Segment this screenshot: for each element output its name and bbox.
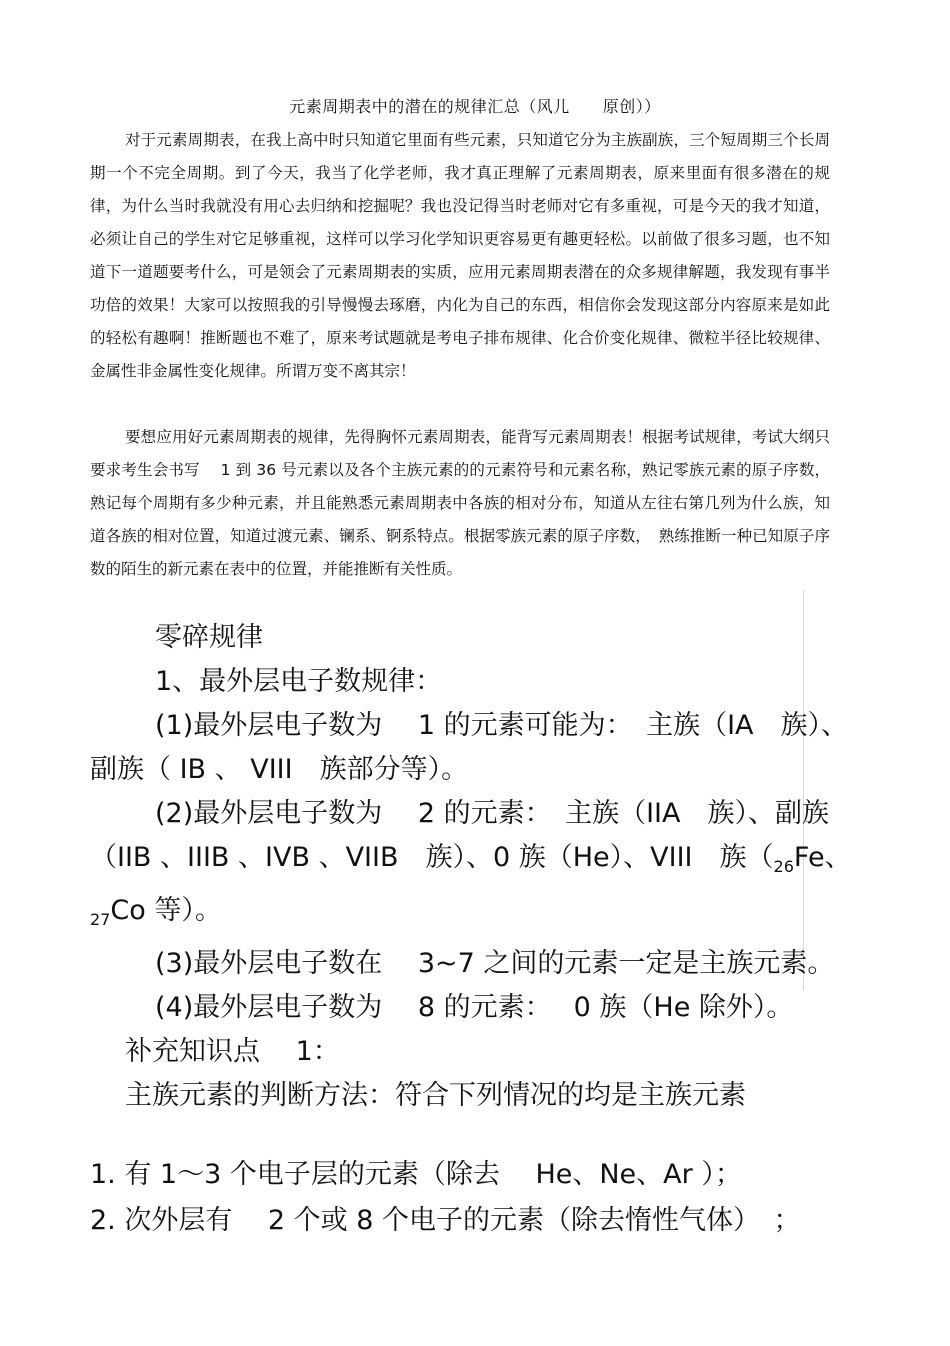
main-group-criteria-list [90,1152,870,1244]
rule-1-item-1: (1)最外层电子数为 1 的元素可能为： 主族（IA 族）、副族（ IB 、 VIII 族部分等）。 [90,710,849,785]
section-heading: 零碎规律 [155,622,263,653]
criteria-item-1: 1. 有 1～3 个电子层的元素（除去 He、Ne、Ar ）； [90,1159,742,1190]
criteria-item-2: 2. 次外层有 2 个或 8 个电子的元素（除去惰性气体） ； [90,1205,801,1236]
fe-symbol: Fe、 [793,842,852,873]
rule-1-item-3: (3)最外层电子数在 3~7 之间的元素一定是主族元素。 [155,948,835,979]
intro-paragraph-2 [90,421,830,586]
rule-1-title: 1、最外层电子数规律： [155,666,443,697]
fe-atomic-number: 26 [773,857,794,876]
supplement-title: 补充知识点 1： [125,1036,340,1067]
rules-section [90,616,870,1118]
co-symbol: Co 等）。 [110,895,222,926]
rule-1-item-4: (4)最外层电子数为 8 的元素： 0 族（He 除外）。 [155,992,794,1023]
item-2-text: (2)最外层电子数为 2 的元素： 主族（IIA 族）、副族（IIB 、IIIB 、IVB 、VIIB 族）、0 族（He）、VIII 族（ [90,798,829,873]
rule-1-item-2 [90,792,870,942]
intro-paragraph-1 [90,124,830,388]
document-title: 元素周期表中的潜在的规律汇总（风儿 原创）） [289,97,661,116]
supplement-text: 主族元素的判断方法：符合下列情况的均是主族元素 [125,1080,746,1111]
intro-text-2: 要想应用好元素周期表的规律，先得胸怀元素周期表，能背写元素周期表！根据考试规律，考试大纲只要求考生会书写 1 到 36 号元素以及各个主族元素的的元素符号和元素名称，熟记零族元素的原子序数，熟记每个周期有多少种元素，并且能熟悉元素周期表中各族的相对分布，知道从左往右第几列为什么族，知道各族的相对位置，知道过渡元素、镧系、锕系特点。根据零族元素的原子序数， 熟练推断一种已知原子序数的陌生的新元素在表中的位置，并能推断有关性质。 [90,428,830,578]
intro-text-1: 对于元素周期表，在我上高中时只知道它里面有些元素，只知道它分为主族副族，三个短周期三个长周期一个不完全周期。到了今天，我当了化学老师，我才真正理解了元素周期表，原来里面有很多潜在的规律，为什么当时我就没有用心去归纳和挖掘呢？我也没记得当时老师对它有多重视，可是今天的我才知道，必须让自己的学生对它足够重视，这样可以学习化学知识更容易更有趣更轻松。以前做了很多习题，也不知道下一道题要考什么，可是领会了元素周期表的实质，应用元素周期表潜在的众多规律解题，我发现有事半功倍的效果！大家可以按照我的引导慢慢去琢磨，内化为自己的东西，相信你会发现这部分内容原来是如此的轻松有趣啊！推断题也不难了，原来考试题就是考电子排布规律、化合价变化规律、微粒半径比较规律、金属性非金属性变化规律。所谓万变不离其宗！ [90,131,830,380]
co-atomic-number: 27 [90,910,111,929]
